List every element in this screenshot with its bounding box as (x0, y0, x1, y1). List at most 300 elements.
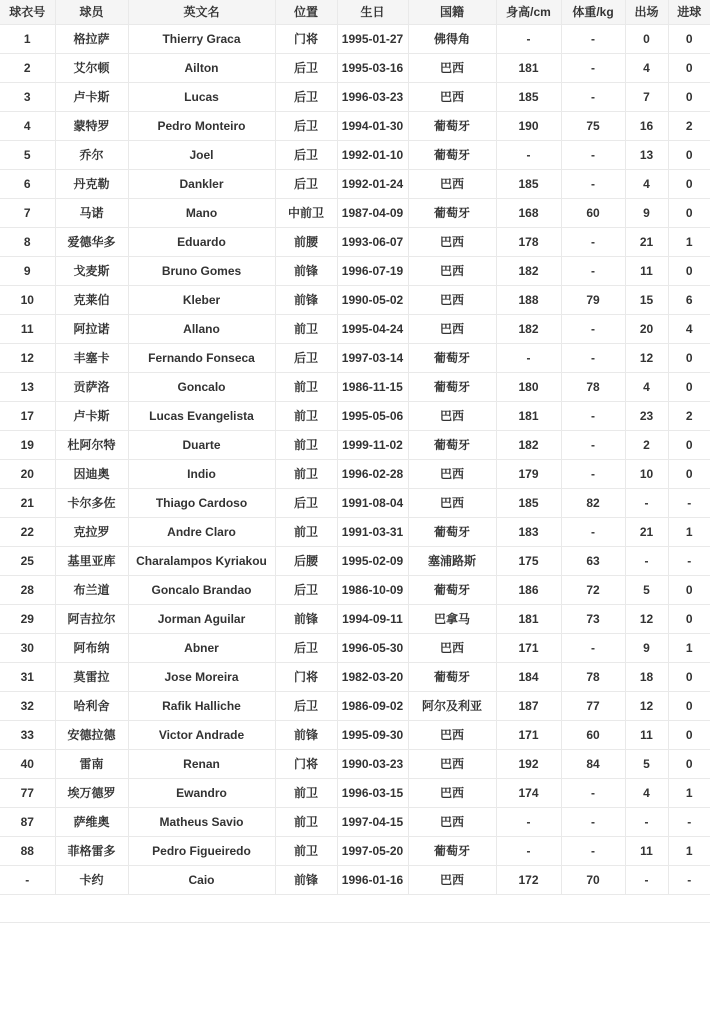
cell-weight: - (561, 517, 625, 546)
cell-number: 10 (0, 285, 55, 314)
cell-name-en: Ewandro (128, 778, 275, 807)
cell-name: 贡萨洛 (55, 372, 128, 401)
cell-nationality: 葡萄牙 (408, 836, 496, 865)
cell-appearances: 4 (625, 778, 668, 807)
cell-number: 7 (0, 198, 55, 227)
cell-name-en: Mano (128, 198, 275, 227)
cell-name-en: Rafik Halliche (128, 691, 275, 720)
cell-nationality: 巴西 (408, 633, 496, 662)
cell-name: 卢卡斯 (55, 401, 128, 430)
cell-weight: 82 (561, 488, 625, 517)
cell-nationality: 巴西 (408, 459, 496, 488)
table-row (0, 633, 710, 662)
table-header-row (0, 0, 710, 24)
cell-height: 185 (496, 488, 561, 517)
cell-height: 174 (496, 778, 561, 807)
cell-birthday: 1997-05-20 (337, 836, 408, 865)
cell-number: 3 (0, 82, 55, 111)
cell-appearances: 15 (625, 285, 668, 314)
cell-number: 9 (0, 256, 55, 285)
cell-birthday: 1982-03-20 (337, 662, 408, 691)
cell-goals: 0 (668, 662, 710, 691)
cell-height: 185 (496, 169, 561, 198)
table-row (0, 169, 710, 198)
cell-number: 33 (0, 720, 55, 749)
cell-birthday: 1991-08-04 (337, 488, 408, 517)
cell-name-en: Caio (128, 865, 275, 894)
table-footer-divider (0, 895, 710, 923)
cell-name: 阿拉诺 (55, 314, 128, 343)
cell-appearances: 20 (625, 314, 668, 343)
cell-position: 前卫 (275, 807, 337, 836)
cell-birthday: 1993-06-07 (337, 227, 408, 256)
cell-birthday: 1994-01-30 (337, 111, 408, 140)
cell-number: 22 (0, 517, 55, 546)
cell-goals: 0 (668, 749, 710, 778)
table-row (0, 546, 710, 575)
cell-goals: 0 (668, 604, 710, 633)
cell-weight: - (561, 778, 625, 807)
cell-position: 前卫 (275, 778, 337, 807)
column-header-position: 位置 (275, 0, 337, 24)
cell-height: - (496, 343, 561, 372)
cell-position: 前卫 (275, 401, 337, 430)
cell-position: 前腰 (275, 227, 337, 256)
cell-birthday: 1996-03-23 (337, 82, 408, 111)
cell-name-en: Ailton (128, 53, 275, 82)
cell-nationality: 葡萄牙 (408, 517, 496, 546)
cell-appearances: 4 (625, 372, 668, 401)
cell-position: 后卫 (275, 488, 337, 517)
cell-nationality: 巴西 (408, 807, 496, 836)
cell-height: 172 (496, 865, 561, 894)
cell-number: 11 (0, 314, 55, 343)
cell-height: - (496, 140, 561, 169)
cell-height: 183 (496, 517, 561, 546)
cell-nationality: 葡萄牙 (408, 372, 496, 401)
cell-weight: 60 (561, 720, 625, 749)
cell-birthday: 1995-04-24 (337, 314, 408, 343)
table-row (0, 53, 710, 82)
cell-name-en: Matheus Savio (128, 807, 275, 836)
cell-appearances: 12 (625, 343, 668, 372)
cell-name: 阿吉拉尔 (55, 604, 128, 633)
cell-height: 190 (496, 111, 561, 140)
cell-nationality: 巴西 (408, 778, 496, 807)
cell-nationality: 塞浦路斯 (408, 546, 496, 575)
cell-number: 12 (0, 343, 55, 372)
table-row (0, 343, 710, 372)
column-header-weight: 体重/kg (561, 0, 625, 24)
cell-height: - (496, 807, 561, 836)
cell-birthday: 1992-01-10 (337, 140, 408, 169)
cell-weight: - (561, 401, 625, 430)
cell-appearances: 7 (625, 82, 668, 111)
table-row (0, 372, 710, 401)
cell-position: 前卫 (275, 372, 337, 401)
table-row (0, 140, 710, 169)
cell-weight: - (561, 24, 625, 53)
cell-position: 后卫 (275, 575, 337, 604)
cell-position: 后腰 (275, 546, 337, 575)
cell-position: 前锋 (275, 604, 337, 633)
cell-height: 171 (496, 633, 561, 662)
cell-name-en: Lucas (128, 82, 275, 111)
cell-weight: 72 (561, 575, 625, 604)
cell-weight: - (561, 82, 625, 111)
cell-height: 175 (496, 546, 561, 575)
cell-height: 182 (496, 314, 561, 343)
cell-birthday: 1986-10-09 (337, 575, 408, 604)
cell-weight: 78 (561, 662, 625, 691)
cell-position: 后卫 (275, 691, 337, 720)
cell-nationality: 巴西 (408, 169, 496, 198)
cell-position: 前卫 (275, 836, 337, 865)
cell-weight: 75 (561, 111, 625, 140)
cell-weight: 63 (561, 546, 625, 575)
cell-birthday: 1991-03-31 (337, 517, 408, 546)
cell-appearances: 18 (625, 662, 668, 691)
cell-height: 182 (496, 256, 561, 285)
cell-name: 布兰道 (55, 575, 128, 604)
cell-number: 20 (0, 459, 55, 488)
cell-weight: - (561, 169, 625, 198)
column-header-name-en: 英文名 (128, 0, 275, 24)
cell-position: 前锋 (275, 256, 337, 285)
table-row (0, 401, 710, 430)
table-row (0, 256, 710, 285)
cell-goals: 0 (668, 24, 710, 53)
cell-birthday: 1997-04-15 (337, 807, 408, 836)
cell-name: 萨维奥 (55, 807, 128, 836)
table-row (0, 227, 710, 256)
cell-appearances: 16 (625, 111, 668, 140)
cell-position: 前卫 (275, 314, 337, 343)
table-row (0, 285, 710, 314)
cell-height: - (496, 836, 561, 865)
table-row (0, 488, 710, 517)
cell-height: 178 (496, 227, 561, 256)
cell-name: 菲格雷多 (55, 836, 128, 865)
cell-nationality: 巴拿马 (408, 604, 496, 633)
cell-birthday: 1995-09-30 (337, 720, 408, 749)
cell-name: 乔尔 (55, 140, 128, 169)
cell-weight: 73 (561, 604, 625, 633)
cell-name-en: Allano (128, 314, 275, 343)
cell-nationality: 葡萄牙 (408, 198, 496, 227)
cell-weight: - (561, 633, 625, 662)
cell-appearances: 11 (625, 720, 668, 749)
cell-position: 前锋 (275, 865, 337, 894)
cell-position: 后卫 (275, 82, 337, 111)
cell-name: 爱德华多 (55, 227, 128, 256)
cell-name: 卡尔多佐 (55, 488, 128, 517)
cell-goals: 0 (668, 256, 710, 285)
cell-height: 181 (496, 53, 561, 82)
cell-nationality: 佛得角 (408, 24, 496, 53)
cell-birthday: 1986-09-02 (337, 691, 408, 720)
cell-number: 28 (0, 575, 55, 604)
cell-weight: - (561, 343, 625, 372)
cell-weight: 84 (561, 749, 625, 778)
cell-goals: 0 (668, 459, 710, 488)
cell-name-en: Goncalo (128, 372, 275, 401)
cell-name-en: Goncalo Brandao (128, 575, 275, 604)
cell-goals: 0 (668, 140, 710, 169)
cell-goals: 6 (668, 285, 710, 314)
cell-number: 13 (0, 372, 55, 401)
cell-birthday: 1990-05-02 (337, 285, 408, 314)
cell-name-en: Bruno Gomes (128, 256, 275, 285)
table-row (0, 749, 710, 778)
cell-birthday: 1994-09-11 (337, 604, 408, 633)
table-row (0, 720, 710, 749)
table-row (0, 111, 710, 140)
cell-number: - (0, 865, 55, 894)
cell-appearances: 10 (625, 459, 668, 488)
cell-name-en: Joel (128, 140, 275, 169)
cell-number: 88 (0, 836, 55, 865)
cell-birthday: 1999-11-02 (337, 430, 408, 459)
cell-birthday: 1990-03-23 (337, 749, 408, 778)
cell-goals: 2 (668, 401, 710, 430)
table-row (0, 691, 710, 720)
cell-height: 187 (496, 691, 561, 720)
cell-name-en: Dankler (128, 169, 275, 198)
cell-name: 杜阿尔特 (55, 430, 128, 459)
table-row (0, 807, 710, 836)
cell-appearances: 13 (625, 140, 668, 169)
cell-name-en: Renan (128, 749, 275, 778)
cell-weight: - (561, 836, 625, 865)
cell-goals: 4 (668, 314, 710, 343)
table-row (0, 459, 710, 488)
cell-appearances: 5 (625, 575, 668, 604)
cell-birthday: 1996-07-19 (337, 256, 408, 285)
cell-name: 莫雷拉 (55, 662, 128, 691)
cell-birthday: 1992-01-24 (337, 169, 408, 198)
cell-appearances: - (625, 488, 668, 517)
cell-name: 埃万德罗 (55, 778, 128, 807)
cell-position: 后卫 (275, 111, 337, 140)
cell-appearances: 11 (625, 836, 668, 865)
cell-number: 40 (0, 749, 55, 778)
column-header-name: 球员 (55, 0, 128, 24)
cell-nationality: 阿尔及利亚 (408, 691, 496, 720)
cell-nationality: 巴西 (408, 720, 496, 749)
cell-birthday: 1997-03-14 (337, 343, 408, 372)
cell-number: 4 (0, 111, 55, 140)
cell-number: 87 (0, 807, 55, 836)
cell-appearances: 4 (625, 169, 668, 198)
cell-goals: 2 (668, 111, 710, 140)
cell-nationality: 葡萄牙 (408, 140, 496, 169)
cell-goals: 1 (668, 517, 710, 546)
cell-name: 格拉萨 (55, 24, 128, 53)
cell-position: 中前卫 (275, 198, 337, 227)
cell-position: 后卫 (275, 53, 337, 82)
cell-nationality: 巴西 (408, 227, 496, 256)
cell-height: 181 (496, 401, 561, 430)
cell-position: 后卫 (275, 140, 337, 169)
cell-name-en: Fernando Fonseca (128, 343, 275, 372)
cell-name: 丹克勒 (55, 169, 128, 198)
cell-number: 2 (0, 53, 55, 82)
cell-appearances: 2 (625, 430, 668, 459)
column-header-appearances: 出场 (625, 0, 668, 24)
table-row (0, 836, 710, 865)
cell-name: 艾尔顿 (55, 53, 128, 82)
cell-position: 前卫 (275, 459, 337, 488)
cell-nationality: 巴西 (408, 285, 496, 314)
cell-birthday: 1987-04-09 (337, 198, 408, 227)
cell-weight: 79 (561, 285, 625, 314)
cell-name-en: Duarte (128, 430, 275, 459)
cell-weight: 78 (561, 372, 625, 401)
cell-appearances: 9 (625, 198, 668, 227)
cell-name-en: Indio (128, 459, 275, 488)
table-row (0, 662, 710, 691)
cell-appearances: 9 (625, 633, 668, 662)
cell-weight: - (561, 314, 625, 343)
cell-nationality: 葡萄牙 (408, 662, 496, 691)
column-header-number: 球衣号 (0, 0, 55, 24)
cell-position: 前卫 (275, 517, 337, 546)
cell-height: 168 (496, 198, 561, 227)
cell-goals: 0 (668, 82, 710, 111)
cell-appearances: - (625, 546, 668, 575)
cell-number: 1 (0, 24, 55, 53)
table-row (0, 82, 710, 111)
cell-appearances: 21 (625, 517, 668, 546)
column-header-goals: 进球 (668, 0, 710, 24)
cell-name: 马诺 (55, 198, 128, 227)
cell-name-en: Thierry Graca (128, 24, 275, 53)
cell-goals: 0 (668, 198, 710, 227)
cell-weight: - (561, 430, 625, 459)
cell-name: 卡约 (55, 865, 128, 894)
cell-nationality: 巴西 (408, 82, 496, 111)
cell-nationality: 巴西 (408, 314, 496, 343)
cell-name-en: Pedro Figueiredo (128, 836, 275, 865)
cell-name: 蒙特罗 (55, 111, 128, 140)
cell-nationality: 葡萄牙 (408, 111, 496, 140)
cell-name: 克莱伯 (55, 285, 128, 314)
cell-height: 180 (496, 372, 561, 401)
cell-appearances: 5 (625, 749, 668, 778)
cell-name-en: Victor Andrade (128, 720, 275, 749)
cell-number: 77 (0, 778, 55, 807)
cell-goals: 0 (668, 372, 710, 401)
cell-name-en: Jorman Aguilar (128, 604, 275, 633)
cell-birthday: 1995-02-09 (337, 546, 408, 575)
table-row (0, 24, 710, 53)
cell-number: 5 (0, 140, 55, 169)
cell-number: 25 (0, 546, 55, 575)
cell-nationality: 巴西 (408, 401, 496, 430)
cell-goals: 0 (668, 575, 710, 604)
cell-name-en: Eduardo (128, 227, 275, 256)
cell-goals: 0 (668, 691, 710, 720)
cell-birthday: 1996-05-30 (337, 633, 408, 662)
cell-weight: 77 (561, 691, 625, 720)
cell-weight: - (561, 256, 625, 285)
column-header-nationality: 国籍 (408, 0, 496, 24)
cell-number: 19 (0, 430, 55, 459)
cell-position: 后卫 (275, 343, 337, 372)
table-row (0, 430, 710, 459)
cell-number: 8 (0, 227, 55, 256)
column-header-height: 身高/cm (496, 0, 561, 24)
cell-birthday: 1986-11-15 (337, 372, 408, 401)
cell-name-en: Kleber (128, 285, 275, 314)
cell-weight: - (561, 140, 625, 169)
cell-appearances: 0 (625, 24, 668, 53)
cell-number: 17 (0, 401, 55, 430)
cell-goals: 1 (668, 778, 710, 807)
cell-name: 丰塞卡 (55, 343, 128, 372)
cell-name: 安德拉德 (55, 720, 128, 749)
cell-name: 克拉罗 (55, 517, 128, 546)
cell-weight: 60 (561, 198, 625, 227)
cell-goals: 1 (668, 227, 710, 256)
cell-goals: 1 (668, 633, 710, 662)
cell-goals: 1 (668, 836, 710, 865)
table-row (0, 517, 710, 546)
cell-number: 6 (0, 169, 55, 198)
cell-goals: 0 (668, 53, 710, 82)
cell-number: 21 (0, 488, 55, 517)
cell-name: 雷南 (55, 749, 128, 778)
cell-number: 29 (0, 604, 55, 633)
cell-position: 后卫 (275, 169, 337, 198)
cell-height: 188 (496, 285, 561, 314)
cell-height: 192 (496, 749, 561, 778)
cell-height: - (496, 24, 561, 53)
cell-height: 184 (496, 662, 561, 691)
cell-name-en: Charalampos Kyriakou (128, 546, 275, 575)
cell-name-en: Thiago Cardoso (128, 488, 275, 517)
cell-nationality: 巴西 (408, 53, 496, 82)
cell-name-en: Pedro Monteiro (128, 111, 275, 140)
cell-nationality: 巴西 (408, 488, 496, 517)
cell-name: 基里亚库 (55, 546, 128, 575)
cell-weight: 70 (561, 865, 625, 894)
cell-weight: - (561, 227, 625, 256)
table-row (0, 604, 710, 633)
cell-height: 181 (496, 604, 561, 633)
cell-nationality: 葡萄牙 (408, 343, 496, 372)
cell-appearances: 11 (625, 256, 668, 285)
cell-appearances: 4 (625, 53, 668, 82)
cell-position: 前锋 (275, 720, 337, 749)
cell-goals: - (668, 546, 710, 575)
cell-name-en: Andre Claro (128, 517, 275, 546)
cell-goals: 0 (668, 430, 710, 459)
cell-goals: 0 (668, 720, 710, 749)
cell-appearances: 21 (625, 227, 668, 256)
cell-position: 后卫 (275, 633, 337, 662)
cell-height: 185 (496, 82, 561, 111)
table-row (0, 198, 710, 227)
cell-name: 阿布纳 (55, 633, 128, 662)
cell-nationality: 巴西 (408, 865, 496, 894)
cell-appearances: 12 (625, 691, 668, 720)
table-row (0, 865, 710, 894)
cell-height: 171 (496, 720, 561, 749)
cell-appearances: 23 (625, 401, 668, 430)
cell-birthday: 1996-03-15 (337, 778, 408, 807)
